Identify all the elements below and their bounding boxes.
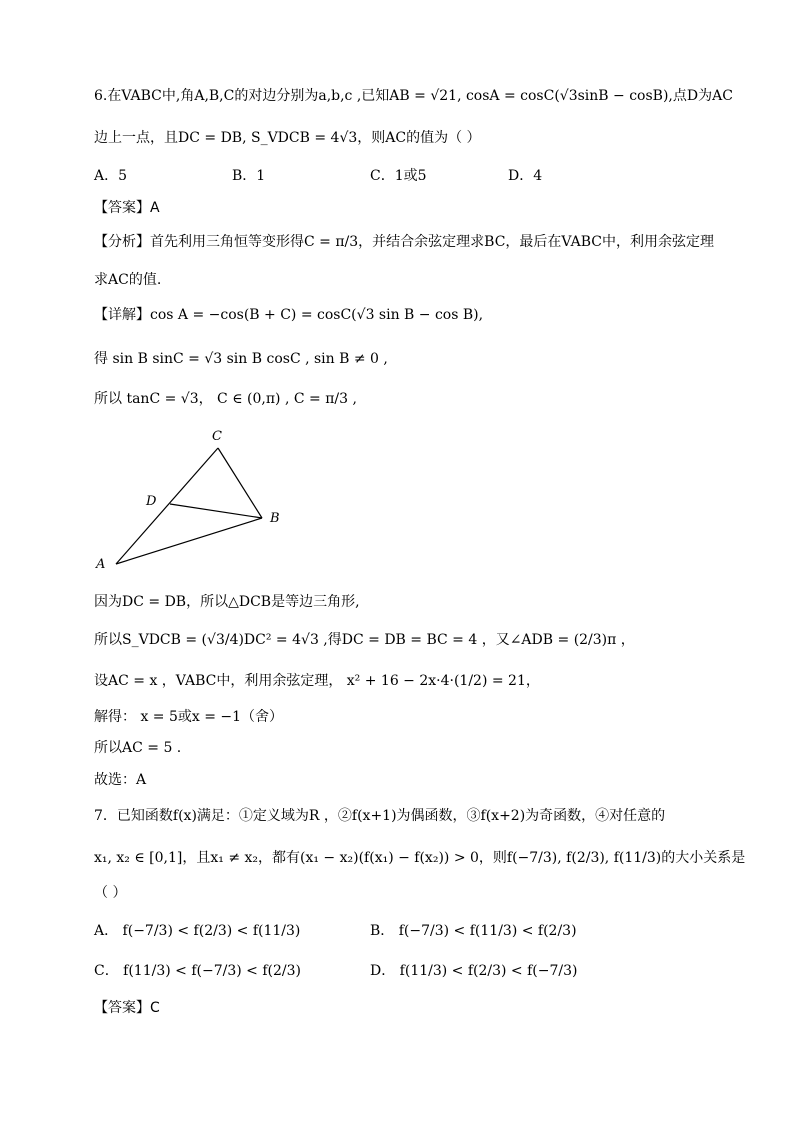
triangle-figure [92, 424, 292, 574]
q6-solution-line-5: 所以AC = 5 . [94, 740, 182, 756]
q6-stem-line-2: 边上一点，且DC = DB, S_VDCB = 4√3，则AC的值为（ ） [94, 130, 481, 146]
q6-option-a: A．5 [94, 168, 128, 184]
edge-ac [116, 448, 218, 564]
q6-solution-line-2: 所以S_VDCB = (√3/4)DC² = 4√3 ,得DC = DB = BC = 4 ，又∠ADB = (2/3)π ， [94, 632, 635, 648]
edge-cb [218, 448, 262, 518]
q7-option-d: D． f(11/3) < f(2/3) < f(−7/3) [370, 963, 578, 979]
label-d: D [146, 494, 157, 509]
q6-detail-line-2: 得 sin B sinC = √3 sin B cosC , sin B ≠ 0 , [94, 351, 388, 367]
q6-stem-line-1: 6.在VABC中,角A,B,C的对边分别为a,b,c ,已知AB = √21, cosA = cosC(√3sinB − cosB),点D为AC [94, 88, 733, 104]
q6-option-c: C．1或5 [370, 168, 427, 184]
label-b: B [270, 511, 280, 526]
segment-db [170, 504, 262, 518]
q7-stem-line-3: （ ） [94, 885, 127, 901]
q6-analysis-line-2: 求AC的值. [94, 272, 162, 288]
q6-solution-line-1: 因为DC = DB，所以△DCB是等边三角形, [94, 594, 360, 610]
q7-answer: 【答案】C [94, 1000, 160, 1016]
q7-stem-line-1: 7．已知函数f(x)满足：①定义域为R ，②f(x+1)为偶函数，③f(x+2)为奇函数，④对任意的 [94, 808, 666, 824]
q6-detail-line-3: 所以 tanC = √3， C ∈ (0,π) , C = π/3 , [94, 391, 357, 407]
edge-ab [116, 518, 262, 564]
q6-solution-line-4: 解得： x = 5或x = −1（舍） [94, 709, 284, 725]
q7-option-b: B． f(−7/3) < f(11/3) < f(2/3) [370, 923, 577, 939]
q6-answer: 【答案】A [94, 200, 160, 216]
q7-stem-line-2: x₁, x₂ ∈ [0,1]，且x₁ ≠ x₂，都有(x₁ − x₂)(f(x₁) − f(x₂)) > 0，则f(−7/3), f(2/3), f(11/3)的大小关系是 [94, 850, 746, 866]
label-a: A [96, 557, 106, 572]
q6-solution-line-6: 故选：A [94, 772, 147, 788]
q6-analysis-line-1: 【分析】首先利用三角恒等变形得C = π/3，并结合余弦定理求BC，最后在VABC中，利用余弦定理 [94, 234, 714, 250]
label-c: C [212, 429, 222, 444]
q7-option-a: A． f(−7/3) < f(2/3) < f(11/3) [94, 923, 301, 939]
q6-solution-line-3: 设AC = x ，VABC中，利用余弦定理， x² + 16 − 2x·4·(1/2) = 21， [94, 673, 540, 689]
q6-detail-line-1: 【详解】cos A = −cos(B + C) = cosC(√3 sin B − cos B), [94, 307, 484, 323]
q7-option-c: C． f(11/3) < f(−7/3) < f(2/3) [94, 963, 301, 979]
q6-option-b: B．1 [232, 168, 266, 184]
q6-option-d: D．4 [508, 168, 543, 184]
